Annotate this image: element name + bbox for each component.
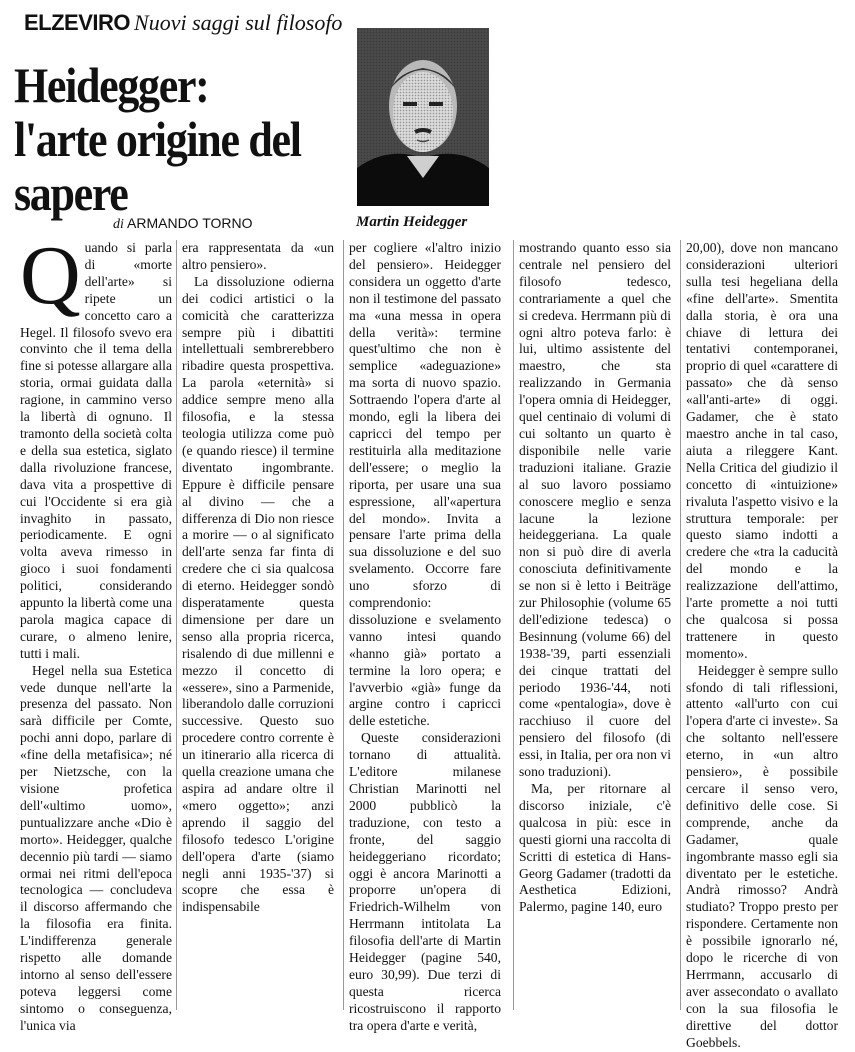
byline-prefix: di <box>113 217 124 232</box>
kicker-label: ELZEVIRO <box>24 10 131 35</box>
portrait-photo <box>357 28 489 206</box>
article-column-3 <box>349 240 501 1035</box>
paragraph: Heidegger è sempre sullo sfondo di tali riflessioni, attento «all'urto con cui l'opera d'arte ci investe». Sa che soltanto nell'essere eterno, in «un altro pensiero», è possibile cercare il senso vero, definitivo delle cose. Si comprende, anche da Gadamer, quale ingombrante masso egli sia diventato per le estetiche. Andrà rimosso? Andrà studiato? Troppo presto per rispondere. Certamente non è possibile ignorarlo né, dopo le ricerche di von Herrmann, accusarlo di aver assecondato o avallato con la sua filosofia le direttive del dottor Goebbels. <box>686 662 838 1050</box>
article-column-2 <box>182 240 334 916</box>
kicker-subtitle: Nuovi saggi sul filosofo <box>134 10 343 35</box>
photo-caption: Martin Heidegger <box>356 214 468 230</box>
paragraph: Hegel nella sua Estetica vede dunque nell'arte la presenza del passato. Non sarà difficile per Comte, pochi anni dopo, parlare di «fine della metafisica»; né per Nietzsche, con la visione profetica dell'«ultimo uomo», puntualizzare anche «Dio è morto». Heidegger, qualche decennio più tardi — siamo ormai nei ritmi dell'epoca tecnologica — concludeva il discorso affermando che la filosofia era finita. L'indifferenza generale rispetto alle domande intorno al senso dell'essere poteva leggersi come sintomo o conseguenza, l'unica via <box>20 662 172 1033</box>
paragraph: La dissoluzione odierna dei codici artistici o la comicità che caratterizza sempre più i dibattiti intellettuali sembrerebbero ribadire questa prospettiva. La parola «eternità» si addice sempre meno alla filosofia, e la stessa teologia utilizza come può (e quando riesce) il termine diventato ingombrante. Eppure è difficile pensare al divino — che a differenza di Dio non riesce a morire — o al significato dell'arte senza far finta di credere che ci sia qualcosa di eterno. Heidegger sondò disperatamente questa dimensione per dare un senso alla propria ricerca, risalendo di due millenni e mezzo il concetto di «essere», sino a Parmenide, liberandolo dalle corruzioni successive. Questo suo procedere contro corrente è un itinerario alla ricerca di quella creazione umana che aspira ad andare oltre il «mero oggetto»; anzi aprendo il saggio del filosofo tedesco L'origine dell'opera d'arte (siamo negli anni 1935-'37) si scopre che essa è indispensabile <box>182 273 334 915</box>
article-column-5 <box>686 240 838 1052</box>
paragraph <box>20 229 172 663</box>
column-rule <box>343 240 344 1010</box>
paragraph: Ma, per ritornare al discorso iniziale, c'è qualcosa in più: esce in questi giorni una raccolta di Scritti di estetica di Hans-Georg Gadamer (tradotti da Aesthetica Edizioni, Palermo, pagine 140, euro <box>519 781 671 915</box>
column-rule <box>176 240 177 1010</box>
byline <box>113 215 253 233</box>
headline: Heidegger: l'arte origine del sapere <box>14 57 301 221</box>
column-rule <box>513 240 514 1010</box>
paragraph-text: uando si parla di «morte dell'arte» si ripete un concetto caro a Hegel. Il filosofo svevo era convinto che il tema della fine si potesse allargare alla storia, ormai guidata dalla ragione, in cammino verso la libertà di ognuno. Il tramonto della società colta e della sua estetica, siglato dalla rivoluzione francese, dava vita a prospettive di cui l'Occidente si era già invaghito in passato, periodicamente. E ogni volta aveva rimesso in gioco i suoi fondamenti politici, considerando appunto la libertà come una parola magica capace di curare, o almeno lenire, tutti i mali. <box>20 240 172 661</box>
paragraph: 20,00), dove non mancano considerazioni ulteriori sulla tesi hegeliana della «fine dell'arte». Smentita dalla storia, è ora una chiave di lettura dei tentativi contemporanei, proprio di quel «carattere di passato» che dà senso «all'anti-arte» di oggi. Gadamer, che è stato maestro anche in tal caso, aiuta a rileggere Kant. Nella Critica del giudizio il concetto di «intuizione» rivaluta l'aspetto visivo e la struttura temporale: per questo siamo indotti a credere che «tra la caducità del mondo e la realizzazione dell'attimo, l'arte promette a noi tutti che qualcosa si possa trattenere in questo momento». <box>686 240 838 661</box>
column-rule <box>680 240 681 1010</box>
section-kicker <box>24 10 342 36</box>
paragraph: mostrando quanto esso sia centrale nel pensiero del filosofo tedesco, contrariamente a quel che si credeva. Herrmann più di ogni altro poteva farlo: è lui, ultimo assistente del maestro, che sta realizzando in Germania l'opera omnia di Heidegger, quel centinaio di volumi di cui soltanto un quarto è disponibile nelle varie traduzioni italiane. Grazie al suo lavoro possiamo conoscere meglio e senza lacune la lezione heideggeriana. La quale non si può dire di averla conosciuta definitivamente se non si è letto i Beiträge zur Philosophie (volume 65 dell'edizione tedesca) o Besinnung (volume 66) del 1938-'39, parti essenziali dei cinque trattati del periodo 1936-'44, noti come «pentalogia», dove è racchiuso il cuore del pensiero del filosofo (di essi, in Italia, per ora non vi sono traduzioni). <box>519 240 671 780</box>
paragraph: per cogliere «l'altro inizio del pensiero». Heidegger considera un oggetto d'arte non il testimone del passato ma «una messa in opera della verità»: termine quest'ultimo che non è semplice «adeguazione» ma sorta di nuovo spazio. Sottraendo l'opera d'arte al mondo, egli la libera dei capricci del tempo per restituirla alla meditazione dell'essere; o meglio la riporta, per usare una sua espressione, all'«apertura del mondo». Invita a pensare l'arte prima della sua dissoluzione e del suo svelamento. Occorre fare uno sforzo di comprendonio: dissoluzione e svelamento vanno intesi quando «hanno già» portato a termine la loro opera; e l'avverbio «già» funge da argine contro i capricci delle estetiche. <box>349 240 501 729</box>
paragraph: era rappresentata da «un altro pensiero». <box>182 240 334 272</box>
paragraph: Queste considerazioni tornano di attualità. L'editore milanese Christian Marinotti nel 2000 pubblicò la traduzione, con testo a fronte, del saggio heideggeriano ricordato; oggi è ancora Marinotti a proporre un'opera di Friedrich-Wilhelm von Herrmann intitolata La filosofia dell'arte di Martin Heidegger (pagine 540, euro 30,99). Due terzi di questa ricerca ricostruiscono il rapporto tra opera d'arte e verità, <box>349 730 501 1033</box>
drop-cap: Q <box>20 229 81 322</box>
article-column-4 <box>519 240 671 916</box>
article-column-1 <box>20 229 172 1035</box>
byline-author: ARMANDO TORNO <box>127 215 253 231</box>
